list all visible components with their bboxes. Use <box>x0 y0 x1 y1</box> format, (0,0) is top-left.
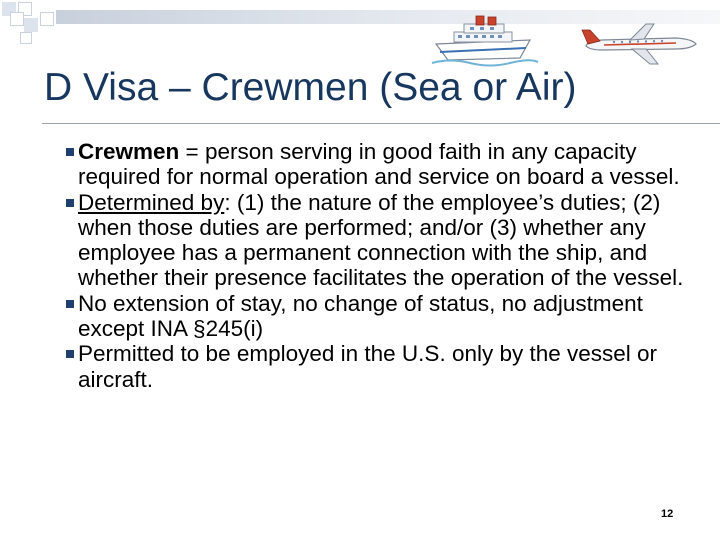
corner-squares-decoration <box>0 0 70 50</box>
square-bullet-icon <box>66 300 74 308</box>
slide-number: 12 <box>661 508 674 520</box>
deco-square <box>20 32 32 44</box>
square-bullet-icon <box>66 148 74 156</box>
bullet-list <box>64 139 684 392</box>
deco-square <box>24 18 38 32</box>
square-bullet-icon <box>66 199 74 207</box>
slide-title: D Visa – Crewmen (Sea or Air) <box>44 66 577 109</box>
list-item <box>64 291 684 342</box>
bullet-text <box>78 341 657 391</box>
bullet-lead: Crewmen <box>78 139 180 164</box>
bullet-text <box>78 190 683 291</box>
bullet-body: : (1) the nature of the employee’s duties; (2) when those duties are performed; and/or (3) whether any employee has a permanent connection with the ship, and whether their presence facilitates the operation of the vessel. <box>78 189 684 291</box>
square-bullet-icon <box>66 350 74 358</box>
cruise-ship-icon <box>430 8 540 68</box>
bullet-text <box>78 291 643 341</box>
airplane-icon <box>580 18 700 68</box>
list-item <box>64 190 684 291</box>
list-item <box>64 139 684 190</box>
title-divider <box>42 123 720 124</box>
bullet-body: = person serving in good faith in any capacity required for normal operation and service on board a vessel. <box>78 139 680 190</box>
bullet-lead: Determined by <box>78 189 225 215</box>
bullet-body: No extension of stay, no change of status, no adjustment except INA §245(i) <box>78 290 643 342</box>
bullet-text <box>78 139 680 189</box>
deco-square <box>10 12 24 26</box>
deco-square <box>40 12 54 26</box>
bullet-body: Permitted to be employed in the U.S. only by the vessel or aircraft. <box>78 341 658 392</box>
list-item <box>64 341 684 392</box>
